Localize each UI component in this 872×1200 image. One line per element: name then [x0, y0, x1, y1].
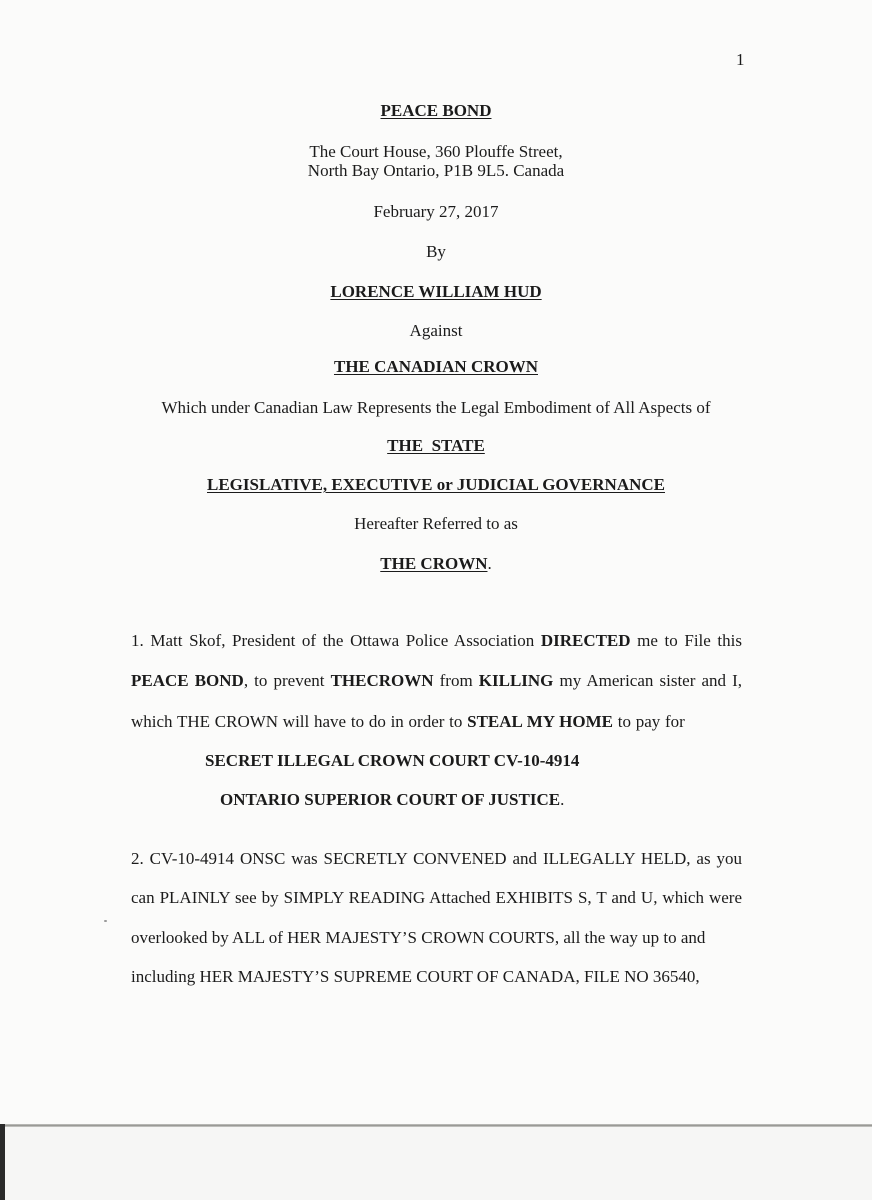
p1-text: me to File this [630, 631, 742, 650]
court-case-line-2 [220, 790, 564, 810]
p1-killing: KILLING [478, 671, 554, 690]
by-label: By [426, 242, 446, 261]
petitioner-name: LORENCE WILLIAM HUD [330, 282, 542, 301]
document-title: PEACE BOND [380, 101, 492, 120]
p1-text: my American sister and I, [553, 671, 743, 690]
respondent-description: Which under Canadian Law Represents the Legal Embodiment of All Aspects of [161, 398, 711, 417]
p1-text: , to prevent [243, 671, 331, 690]
p1-text: to pay for [612, 712, 685, 731]
paragraph-2-line-1: 2. CV-10-4914 ONSC was SECRETLY CONVENED and ILLEGALLY HELD, as you [131, 849, 742, 868]
paragraph-2-line-2: can PLAINLY see by SIMPLY READING Attached EXHIBITS S, T and U, which were [131, 888, 742, 907]
p1-thecrown: THECROWN [330, 671, 434, 690]
respondent-name: THE CANADIAN CROWN [333, 357, 538, 376]
filing-date: February 27, 2017 [373, 202, 499, 221]
page-bottom-edge [0, 1124, 872, 1127]
governance-heading: LEGISLATIVE, EXECUTIVE or JUDICIAL GOVERNANCE [207, 475, 665, 494]
hereafter-label: Hereafter Referred to as [354, 514, 518, 533]
p1-peace-bond: PEACE BOND [131, 671, 244, 690]
court-name-period: . [560, 790, 565, 809]
paragraph-1-line-3 [131, 712, 685, 732]
paragraph-1-line-2 [131, 671, 742, 691]
page-number: 1 [736, 50, 745, 69]
against-label: Against [409, 321, 463, 340]
court-name: ONTARIO SUPERIOR COURT OF JUSTICE [220, 790, 561, 809]
scanner-left-shadow [0, 1124, 5, 1200]
paragraph-2-line-3: overlooked by ALL of HER MAJESTY’S CROWN COURTS, all the way up to and [131, 928, 706, 947]
scanner-bed-area [0, 1126, 872, 1200]
court-address-line-2: North Bay Ontario, P1B 9L5. Canada [307, 161, 565, 180]
court-address-line-1: The Court House, 360 Plouffe Street, [309, 142, 563, 161]
p1-text: from [433, 671, 479, 690]
paragraph-2-line-4: including HER MAJESTY’S SUPREME COURT OF CANADA, FILE NO 36540, [131, 967, 700, 986]
scan-speck [104, 920, 107, 922]
the-crown-text: THE CROWN [380, 554, 488, 573]
the-state-heading: THE STATE [387, 436, 485, 455]
court-case-line-1: SECRET ILLEGAL CROWN COURT CV-10-4914 [205, 751, 580, 770]
p1-steal-my-home: STEAL MY HOME [467, 712, 613, 731]
paragraph-1-line-1 [131, 631, 742, 651]
p1-directed: DIRECTED [540, 631, 631, 650]
p1-text: which THE CROWN will have to do in order to [131, 712, 468, 731]
p1-text: 1. Matt Skof, President of the Ottawa Police Association [131, 631, 541, 650]
the-crown-period: . [487, 554, 492, 573]
the-crown-heading [0, 554, 872, 574]
